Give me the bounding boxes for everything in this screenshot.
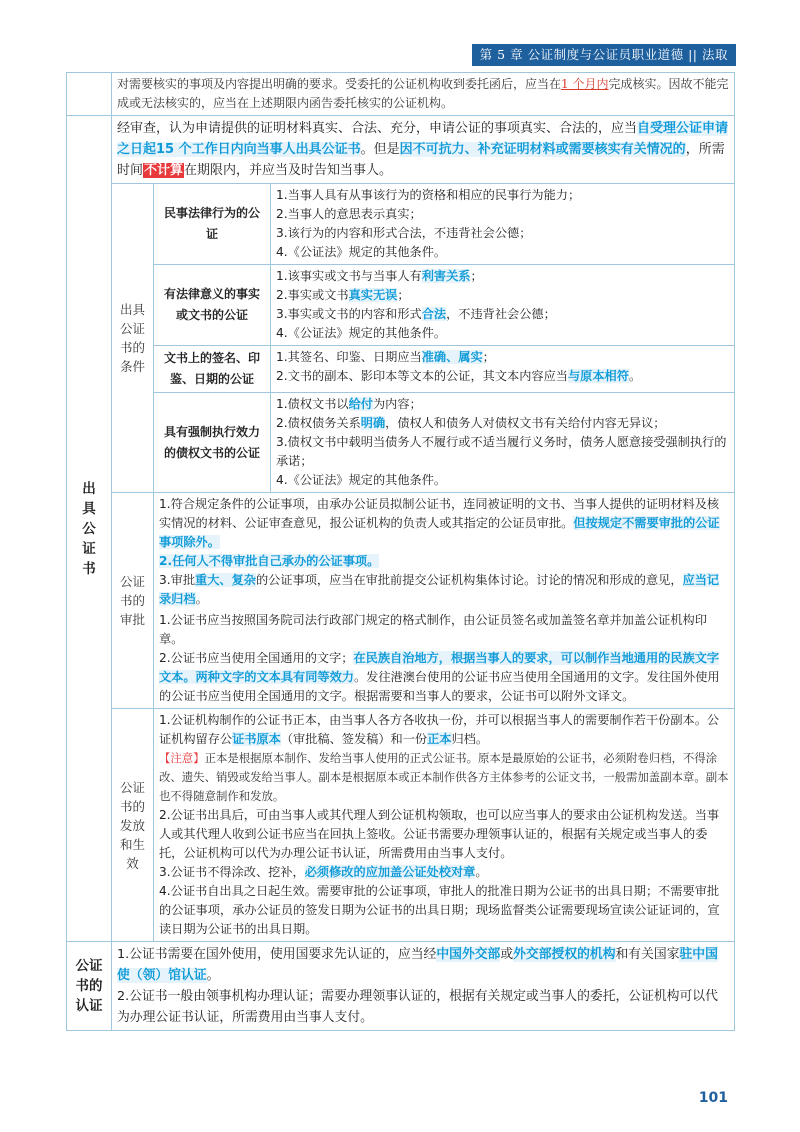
approval-text: 1.符合规定条件的公证事项，由承办公证员拟制公证书，连同被证明的文书、当事人提供的证明材料及核实情况的材料、公证审查意见，报公证机构的负责人或其指定的公证员审批。但按规定不需要审批的公证事项除外。 2.任何人不得审批自己承办的公证事项。 3.审批重大、复杂的公证事项，应当在审批前提交公证机构集体讨论。讨论的情况和形成的意见，应当记录归档。 1.公证书应当按照国务院司法行政部门规定的格式制作，由公证员签名或加盖签名章并加盖公证机构印章。 2.公证书应当使用全国通用的文字；在民族自治地方，根据当事人的要求，可以制作当地通用的民族文字文本。两种文字的文本具有同等效力。发往港澳台使用的公证书应当使用全国通用的文字。发往国外使用的公证书应当使用全国通用的文字。根据需要和当事人的要求，公证书可以附外文译文。 [154, 493, 735, 709]
condition-title-debt: 具有强制执行效力的债权文书的公证 [154, 393, 271, 493]
delivery-row [67, 709, 735, 942]
verification-note: 对需要核实的事项及内容提出明确的要求。受委托的公证机构收到委托函后，应当在1 个月内完成核实。因故不能完成或无法核实的，应当在上述期限内函告委托核实的公证机构。 [112, 73, 735, 116]
attention-note: 【注意】正本是根据原本制作、发给当事人使用的正式公证书。原本是最原始的公证书，必须附卷归档，不得涂改、遗失、销毁或发给当事人。副本是根据原本或正本制作供各方主体参考的公证文书，一般需加盖副本章。副本也不得随意制作和发放。 [159, 751, 729, 803]
condition-items-debt: 1.债权文书以给付为内容； 2.债权债务关系明确，债权人和债务人对债权文书有关给付内容无异议； 3.债权文书中载明当债务人不履行或不适当履行义务时，债务人愿意接受强制执行的承诺； 4.《公证法》规定的其他条件。 [271, 393, 735, 493]
subject-label: 法取 [701, 47, 728, 62]
auth-row [67, 942, 735, 1031]
chapter-number: 第 5 章 [479, 47, 524, 62]
condition-row-civil [67, 184, 735, 265]
empty-cell [67, 73, 112, 116]
condition-title-signature: 文书上的签名、印鉴、日期的公证 [154, 346, 271, 393]
page-number: 101 [698, 1090, 728, 1106]
section-label-auth: 公证书的认证 [67, 942, 112, 1031]
header-divider: || [688, 47, 698, 62]
condition-row-fact [67, 265, 735, 346]
auth-text: 1.公证书需要在国外使用，使用国要求先认证的，应当经中国外交部或外交部授权的机构和有关国家驻中国使（领）馆认证。 2.公证书一般由领事机构办理认证；需要办理领事认证的，根据有关规定或当事人的委托，公证机构可以代为办理公证书认证，所需费用由当事人支付。 [112, 942, 735, 1031]
condition-items-civil: 1.当事人具有从事该行为的资格和相应的民事行为能力； 2.当事人的意思表示真实； 3.该行为的内容和形式合法，不违背社会公德； 4.《公证法》规定的其他条件。 [271, 184, 735, 265]
approval-row [67, 493, 735, 709]
condition-items-fact: 1.该事实或文书与当事人有利害关系； 2.事实或文书真实无误； 3.事实或文书的内容和形式合法，不违背社会公德； 4.《公证法》规定的其他条件。 [271, 265, 735, 346]
chapter-header [472, 44, 736, 66]
section-label-issue: 出具公证书 [67, 116, 112, 942]
conditions-label: 出具公证书的条件 [112, 184, 154, 493]
delivery-text: 1.公证机构制作的公证书正本，由当事人各方各收执一份，并可以根据当事人的需要制作若干份副本。公证机构留存公证书原本（审批稿、签发稿）和一份正本归档。 【注意】正本是根据原本制作、发给当事人使用的正式公证书。原本是最原始的公证书，必须附卷归档，不得涂改、遗失、销毁或发给当事人。副本是根据原本或正本制作供各方主体参考的公证文书，一般需加盖副本章。副本也不得随意制作和发放。 2.公证书出具后，可由当事人或其代理人到公证机构领取，也可以应当事人的要求由公证机构发送。当事人或其代理人收到公证书应当在回执上签收。公证书需要办理领事认证的，根据有关规定或当事人的委托，公证机构可以代为办理公证书认证，所需费用由当事人支付。 3.公证书不得涂改、挖补，必须修改的应加盖公证处校对章。 4.公证书自出具之日起生效。需要审批的公证事项，审批人的批准日期为公证书的出具日期；不需要审批的公证事项，承办公证员的签发日期为公证书的出具日期；现场监督类公证需要现场宣读公证证词的，宣读日期为公证书的出具日期。 [154, 709, 735, 942]
notarization-table [66, 72, 735, 1031]
top-continuation-row [67, 73, 735, 116]
condition-title-fact: 有法律意义的事实或文书的公证 [154, 265, 271, 346]
condition-row-debt [67, 393, 735, 493]
condition-items-signature: 1.其签名、印鉴、日期应当准确、属实； 2.文书的副本、影印本等文本的公证，其文本内容应当与原本相符。 [271, 346, 735, 393]
chapter-title: 公证制度与公证员职业道德 [527, 47, 684, 62]
not-counted-badge: 不计算 [144, 163, 184, 178]
approval-label: 公证书的审批 [112, 493, 154, 709]
issue-intro-row [67, 116, 735, 184]
deadline-highlight: 1 个月内 [561, 77, 609, 91]
issue-intro-text: 经审查，认为申请提供的证明材料真实、合法、充分，申请公证的事项真实、合法的，应当自受理公证申请之日起15 个工作日内向当事人出具公证书。但是因不可抗力、补充证明材料或需要核实有关情况的，所需时间不计算在期限内，并应当及时告知当事人。 [112, 116, 735, 184]
condition-row-signature [67, 346, 735, 393]
delivery-label: 公证书的发放和生效 [112, 709, 154, 942]
condition-title-civil: 民事法律行为的公证 [154, 184, 271, 265]
